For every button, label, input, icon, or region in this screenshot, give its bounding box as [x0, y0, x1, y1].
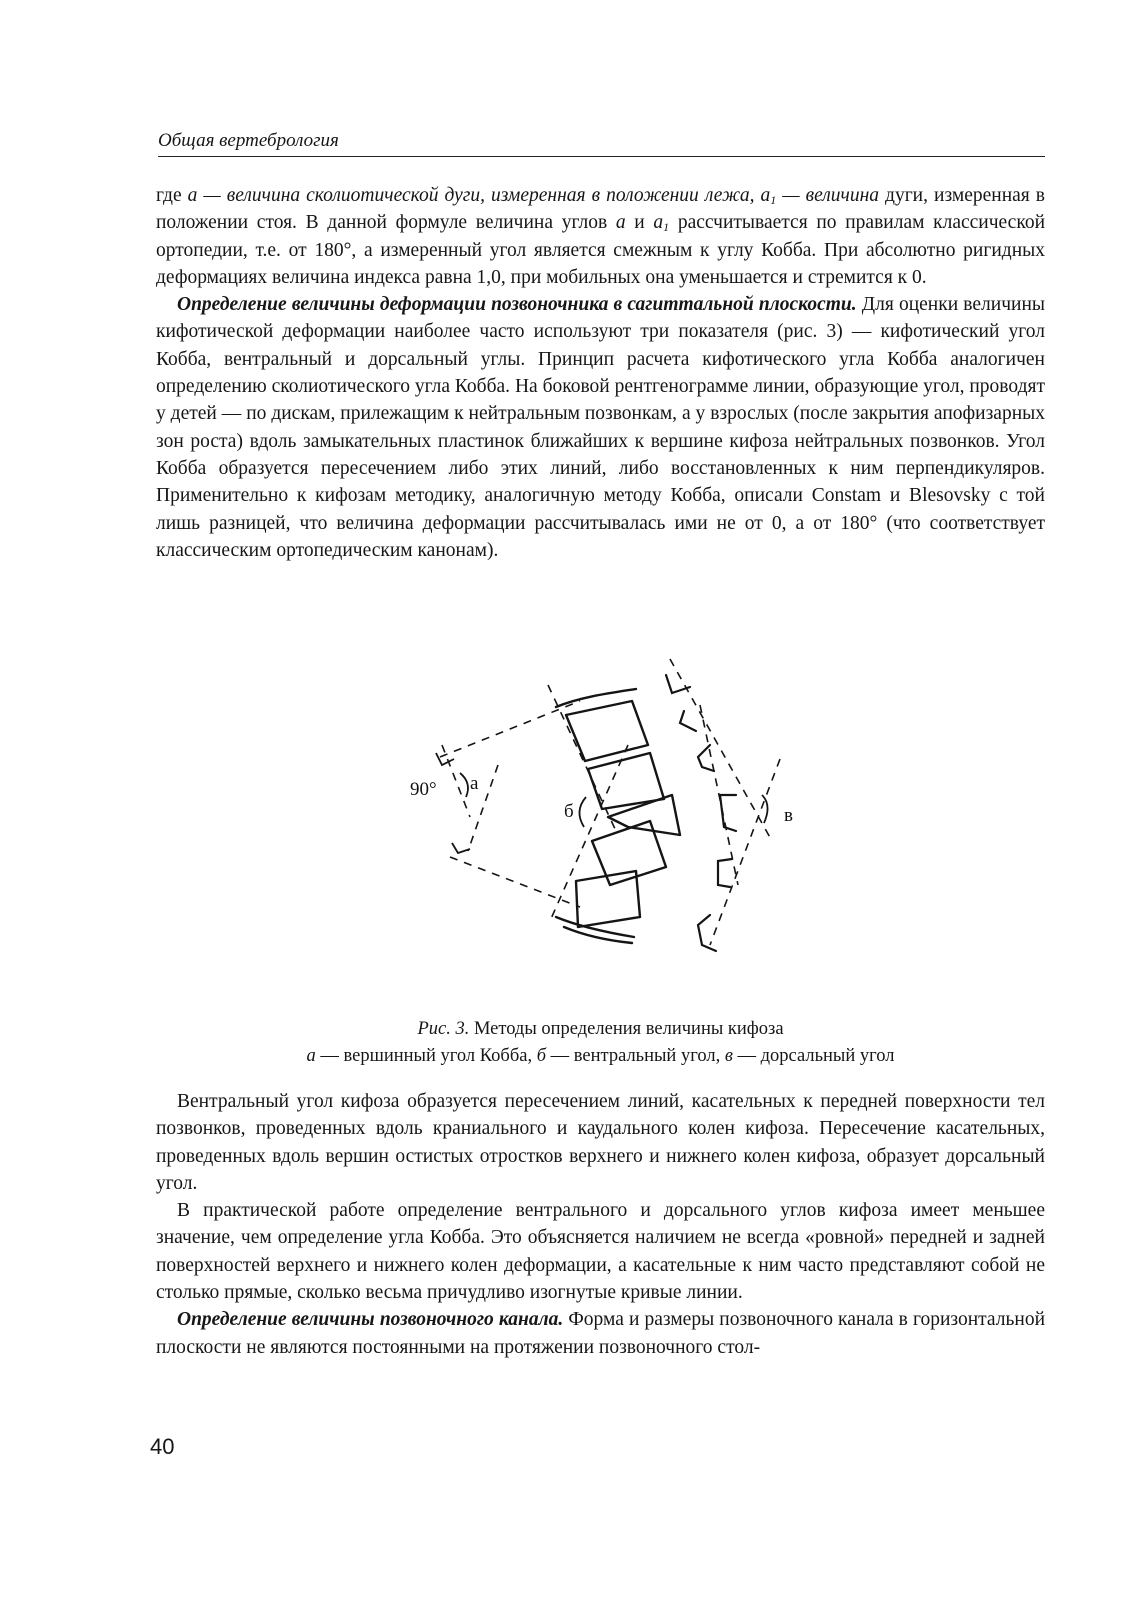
paragraph-ventral-dorsal: Вентральный угол кифоза образуется пересечением линий, касательных к передней поверхности тел позвонков, проведенных вдоль краниального и каудального колен кифоза. Пересечение касательных, проведенных вдоль вершин остистых отростков верхнего и нижнего колен кифоза, образует дорсальный угол. — [156, 1091, 1045, 1194]
caption-legend — [156, 1043, 1045, 1070]
text-run: Для оценки величины кифотической деформации наиболее часто используют три показателя (рис. 3) — кифотический угол Кобба, вентральный и дорсальный углы. Принцип расчета кифотического угла Кобба аналогичен определению сколиотического угла Кобба. На боковой рентгенограмме линии, образующие угол, проводят у детей — по дискам, прилежащим к нейтральным позвонкам, а у взрослых (после закрытия апофизарных зон роста) вдоль замыкательных пластинок ближайших к вершине кифоза нейтральных позвонков. Угол Кобба образуется пересечением либо этих линий, либо восстановленных к ним перпендикуляров. Применительно к кифозам методику, аналогичную методу Кобба, описали Constam и Blesovsky с той лишь разницей, что величина деформации рассчитывалась ими не от 0, а от 180° (что соответствует классическим ортопедическим канонам). — [156, 294, 1045, 561]
text-run-italic: a — величина сколиотической дуги, измеренная в положении лежа, a — [187, 185, 771, 206]
text-run: рассчитывается по правилам классической ортопедии, т.е. от 180°, а измеренный угол является смежным к углу Кобба. При абсолютно ригидных деформациях величина индекса равна 1,0, при мобильных она уменьшается и стремится к 0. — [156, 212, 1046, 288]
spinous-process — [718, 859, 732, 887]
page-number: 40 — [150, 1434, 175, 1459]
paragraph-practical: В практической работе определение вентрального и дорсального углов кифоза имеет меньшее значение, чем определение угла Кобба. Это объясняется наличием не всегда «ровной» передней и задней поверхностей верхнего и нижнего колен деформации, а касательные к ним часто представляют собой не столько прямые, сколько весьма причудливо изогнутые кривые линии. — [156, 1200, 1045, 1304]
text-run: дуги, измеренная в положении стоя. В данной формуле величина углов — [156, 185, 1045, 234]
variable-a: a — [653, 212, 664, 234]
label-v: в — [784, 805, 793, 826]
cobb-line-upper — [440, 701, 580, 757]
cobb-line-lower — [450, 857, 580, 907]
construction-lines — [440, 659, 780, 945]
text-run-italic: — величина — [776, 185, 879, 206]
caption-title-text: Методы определения величины кифоза — [469, 1019, 784, 1039]
dorsal-tangent-upper — [670, 659, 772, 841]
angle-arc-b — [579, 797, 586, 827]
subscript: 1 — [663, 220, 670, 235]
paragraph-spinal-canal — [156, 1306, 1045, 1361]
legend-text-b: — вентральный угол, — [546, 1046, 725, 1066]
caption-title — [156, 1016, 1045, 1043]
running-header — [158, 130, 1045, 157]
legend-key-b: б — [536, 1046, 547, 1066]
kyphosis-diagram — [380, 645, 810, 980]
right-angle-mark — [452, 843, 470, 853]
legend-text-a: — вершинный угол Кобба, — [315, 1046, 537, 1066]
text-run: и — [625, 212, 654, 234]
figure-reference: Рис. 3. — [417, 1019, 470, 1039]
label-b: б — [564, 801, 574, 822]
endplate-upper — [556, 689, 636, 707]
spinous-process — [698, 745, 714, 771]
figure-kyphosis-diagram — [380, 645, 810, 980]
figure-caption — [156, 1016, 1045, 1070]
text-run: где — [156, 185, 188, 206]
dorsal-tangent-lower — [710, 759, 780, 945]
text-run: Форма и размеры позвоночного канала в горизонтальной плоскости не являются постоянными на протяжении позвоночного стол- — [156, 1309, 1046, 1358]
variable-a: a — [615, 212, 626, 234]
section-heading-sagittal: Определение величины деформации позвоночника в сагиттальной плоскости. — [177, 294, 857, 316]
angle-arc-v — [762, 795, 768, 823]
paragraph-sagittal — [156, 291, 1045, 564]
label-a: а — [470, 773, 479, 794]
legend-text-v: — дорсальный угол — [732, 1046, 895, 1066]
vertebral-body — [608, 795, 680, 835]
label-90-degrees: 90° — [410, 779, 437, 800]
section-heading-spinal-canal: Определение величины позвоночного канала. — [177, 1309, 564, 1331]
running-title: Общая вертебрология — [158, 130, 339, 151]
vertebral-bodies — [556, 689, 680, 943]
spinous-process — [680, 711, 696, 731]
paragraph-formula-explanation — [156, 182, 1045, 291]
vertebral-body — [566, 701, 648, 761]
spinous-process — [666, 675, 690, 693]
text-block-upper — [156, 182, 1045, 564]
spinous-process — [698, 915, 716, 951]
text-block-lower — [156, 1088, 1045, 1361]
legend-key-v: в — [724, 1046, 733, 1066]
legend-key-a: а — [306, 1046, 316, 1066]
subscript: 1 — [770, 193, 777, 207]
